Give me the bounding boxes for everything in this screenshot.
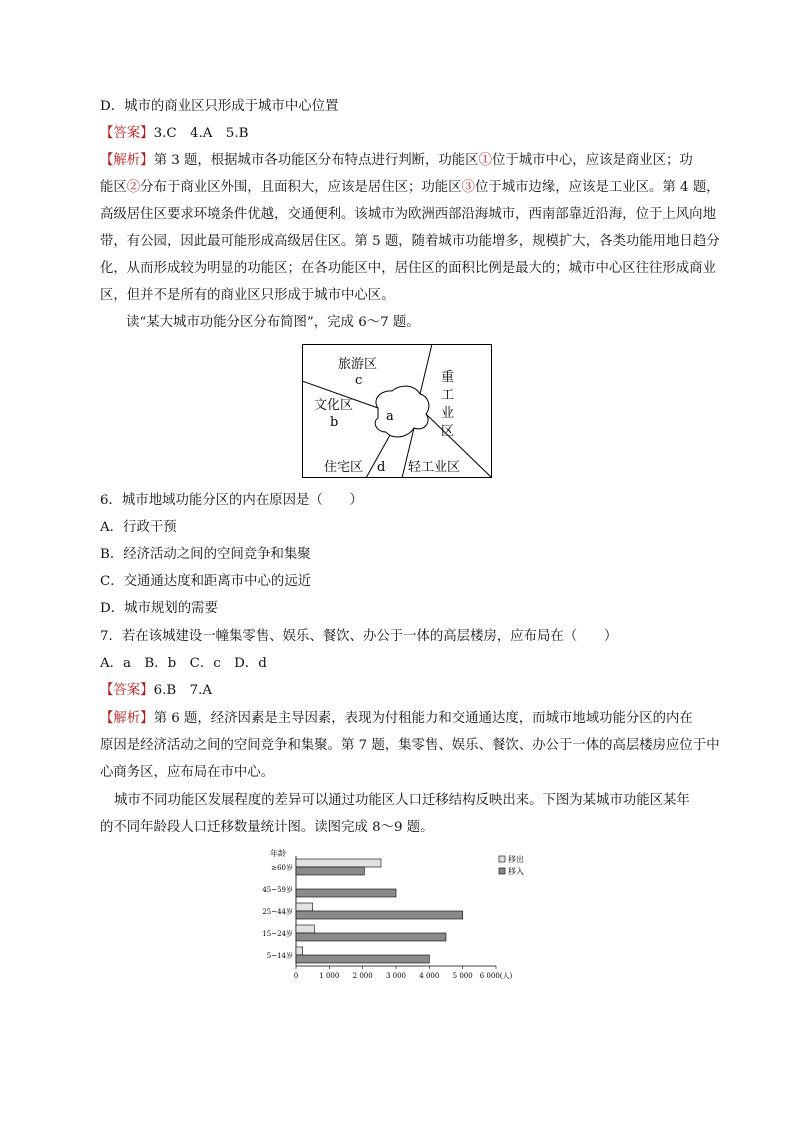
map-letter-b: b — [330, 415, 339, 430]
map-intro: 读“某大城市功能分区分布简图”，完成 6～7 题。 — [126, 315, 420, 330]
chart-intro-line-1: 城市不同功能区发展程度的差异可以通过功能区人口迁移结构反映出来。下图为某城市功能区某年 — [114, 793, 690, 808]
analysis-1-line-3: 高级居住区要求环境条件优越，交通便利。该城市为欧洲西部沿海城市，西南部靠近沿海，位于上风向地 — [100, 207, 716, 222]
legend-swatch-in — [499, 868, 505, 874]
analysis-2-line-2: 原因是经济活动之间的空间竞争和集聚。第 7 题，集零售、娱乐、餐饮、办公于一体的高层楼房应位于中 — [100, 738, 720, 753]
q5-option-d: D．城市的商业区只形成于城市中心位置 — [100, 99, 339, 114]
answer-text: 3.C 4.A 5.B — [153, 126, 249, 141]
x-tick-label: 6 000(人) — [479, 972, 513, 980]
category-labels — [262, 863, 293, 960]
bar-in-1 — [296, 889, 396, 897]
bar-in-2 — [296, 911, 463, 919]
map-label-culture: 文化区 — [314, 398, 354, 413]
bar-out-3 — [296, 925, 314, 933]
map-label-heavy-1: 重 — [441, 370, 455, 385]
legend-out-label: 移出 — [508, 855, 524, 864]
category-label: 15~24岁 — [262, 930, 293, 938]
bar-in-0 — [296, 867, 364, 875]
analysis-tag: 【解析】 — [100, 711, 154, 726]
analysis-text: 位于城市边缘，应该是工业区。第 4 题， — [474, 180, 720, 195]
category-label: 45~59岁 — [262, 886, 293, 894]
analysis-1-line-4: 带，有公园，因此最可能形成高级居住区。第 5 题，随着城市功能增多，规模扩大，各类功能用地日趋分 — [100, 234, 720, 249]
q7-stem: 7．若在该城建设一幢集零售、娱乐、餐饮、办公于一体的高层楼房，应布局在（ ） — [100, 629, 618, 644]
circled-number: ③ — [461, 180, 475, 195]
category-label: ≥60岁 — [271, 864, 293, 872]
map-letter-d: d — [377, 460, 386, 475]
city-function-map — [302, 344, 492, 478]
x-tick-label: 0 — [293, 972, 299, 980]
x-tick-labels — [294, 966, 513, 980]
analysis-text: 第 3 题，根据城市各功能区分布特点进行判断，功能区 — [153, 153, 479, 168]
map-letter-c: c — [355, 373, 363, 388]
answer-2 — [100, 681, 212, 701]
map-label-heavy-3: 业 — [441, 406, 455, 421]
bar-group — [296, 859, 463, 963]
circled-number: ① — [478, 153, 492, 168]
analysis-1-line-6: 区，但并不是所有的商业区只形成于城市中心区。 — [100, 288, 395, 303]
bar-out-4 — [296, 947, 303, 955]
category-label: 25~44岁 — [262, 908, 293, 916]
bar-in-4 — [296, 955, 429, 963]
x-tick-label: 3 000 — [385, 972, 407, 980]
q6-option-a: A．行政干预 — [100, 520, 177, 535]
bar-out-2 — [296, 903, 313, 911]
analysis-1-line-1 — [100, 151, 693, 171]
q7-options: A．a B．b C．c D．d — [100, 656, 267, 671]
bar-in-3 — [296, 933, 446, 941]
analysis-text: 能区 — [100, 180, 127, 195]
analysis-2-line-1 — [100, 709, 693, 729]
map-label-light-industry: 轻工业区 — [408, 460, 461, 475]
analysis-1-line-2 — [100, 178, 720, 198]
answer-tag: 【答案】 — [100, 683, 154, 698]
x-tick-label: 1 000 — [319, 972, 340, 980]
answer-tag: 【答案】 — [100, 126, 154, 141]
x-tick-label: 4 000 — [419, 972, 440, 980]
answer-text: 6.B 7.A — [153, 683, 213, 698]
map-label-heavy-4: 区 — [441, 424, 455, 439]
q6-option-d: D．城市规划的需要 — [100, 601, 218, 616]
category-label: 5~14岁 — [266, 952, 293, 960]
x-tick-label: 5 000 — [452, 972, 473, 980]
chart-intro-line-2: 的不同年龄段人口迁移数量统计图。读图完成 8～9 题。 — [100, 820, 434, 835]
analysis-text: 分布于商业区外围，且面积大，应该是居住区；功能区 — [140, 180, 462, 195]
analysis-2-line-3: 心商务区，应布局在市中心。 — [100, 765, 275, 780]
analysis-1-line-5: 化，从而形成较为明显的功能区；在各功能区中，居住区的面积比例是最大的；城市中心区往往形成商业 — [100, 261, 716, 276]
chart-y-title: 年龄 — [270, 849, 286, 858]
legend-swatch-out — [499, 856, 505, 862]
legend-in-label: 移入 — [508, 867, 524, 876]
q6-option-b: B．经济活动之间的空间竞争和集聚 — [100, 547, 311, 562]
analysis-text: 位于城市中心，应该是商业区；功 — [491, 153, 693, 168]
bar-out-0 — [296, 859, 381, 867]
map-label-tourism: 旅游区 — [338, 357, 378, 372]
answer-1 — [100, 124, 248, 144]
migration-bar-chart — [252, 846, 542, 981]
map-label-residential: 住宅区 — [324, 460, 364, 475]
map-label-heavy-2: 工 — [441, 388, 455, 403]
map-letter-a: a — [386, 409, 394, 424]
analysis-text: 第 6 题，经济因素是主导因素，表现为付租能力和交通通达度，而城市地域功能分区的内在 — [153, 711, 693, 726]
analysis-tag: 【解析】 — [100, 153, 154, 168]
q6-stem: 6．城市地域功能分区的内在原因是（ ） — [100, 493, 363, 508]
circled-number: ② — [126, 180, 141, 195]
q6-option-c: C．交通通达度和距离市中心的远近 — [100, 574, 312, 589]
x-tick-label: 2 000 — [352, 972, 373, 980]
